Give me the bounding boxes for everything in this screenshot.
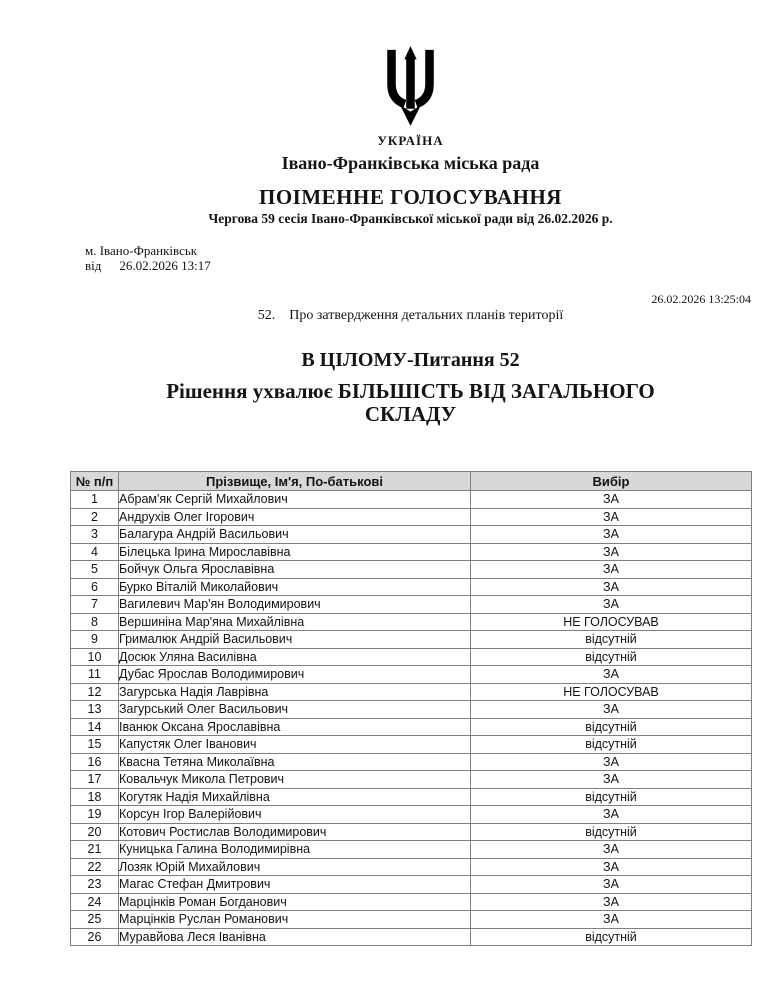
deputy-name-cell: Бурко Віталій Миколайович bbox=[119, 578, 471, 596]
table-row bbox=[71, 771, 752, 789]
row-number-cell: 26 bbox=[71, 928, 119, 946]
deputy-name-cell: Корсун Ігор Валерійович bbox=[119, 806, 471, 824]
row-number-cell: 4 bbox=[71, 543, 119, 561]
row-number-cell: 5 bbox=[71, 561, 119, 579]
table-row bbox=[71, 648, 752, 666]
date-value: 26.02.2026 13:17 bbox=[119, 258, 211, 273]
table-row bbox=[71, 911, 752, 929]
row-number-cell: 12 bbox=[71, 683, 119, 701]
deputy-name-cell: Квасна Тетяна Миколаївна bbox=[119, 753, 471, 771]
table-row bbox=[71, 683, 752, 701]
row-number-cell: 10 bbox=[71, 648, 119, 666]
row-number-cell: 1 bbox=[71, 491, 119, 509]
vote-cell: ЗА bbox=[471, 753, 752, 771]
table-row bbox=[71, 806, 752, 824]
tryzub-coat-of-arms-icon bbox=[382, 46, 439, 126]
vote-cell: ЗА bbox=[471, 893, 752, 911]
vote-cell: ЗА bbox=[471, 806, 752, 824]
deputy-name-cell: Загурська Надія Лаврівна bbox=[119, 683, 471, 701]
vote-cell: ЗА bbox=[471, 841, 752, 859]
vote-cell: ЗА bbox=[471, 858, 752, 876]
vote-cell: відсутній bbox=[471, 823, 752, 841]
row-number-cell: 15 bbox=[71, 736, 119, 754]
table-row bbox=[71, 543, 752, 561]
row-number-cell: 2 bbox=[71, 508, 119, 526]
row-number-cell: 11 bbox=[71, 666, 119, 684]
header-cell-name: Прізвище, Ім'я, По-батькові bbox=[119, 472, 471, 491]
vote-cell: ЗА bbox=[471, 876, 752, 894]
vote-cell: ЗА bbox=[471, 666, 752, 684]
deputy-name-cell: Капустяк Олег Іванович bbox=[119, 736, 471, 754]
deputy-name-cell: Марцінків Руслан Романович bbox=[119, 911, 471, 929]
row-number-cell: 21 bbox=[71, 841, 119, 859]
vote-cell: ЗА bbox=[471, 701, 752, 719]
date-line bbox=[85, 258, 751, 273]
date-label: від bbox=[85, 258, 102, 273]
vote-cell: відсутній bbox=[471, 928, 752, 946]
row-number-cell: 8 bbox=[71, 613, 119, 631]
vote-cell: НЕ ГОЛОСУВАВ bbox=[471, 683, 752, 701]
deputy-name-cell: Муравйова Леся Іванівна bbox=[119, 928, 471, 946]
votes-table bbox=[70, 471, 752, 946]
row-number-cell: 24 bbox=[71, 893, 119, 911]
vote-cell: відсутній bbox=[471, 718, 752, 736]
deputy-name-cell: Котович Ростислав Володимирович bbox=[119, 823, 471, 841]
place-date-block bbox=[70, 243, 751, 273]
decision-heading: Рішення ухвалює БІЛЬШІСТЬ ВІД ЗАГАЛЬНОГО СКЛАДУ bbox=[166, 379, 655, 426]
table-row bbox=[71, 561, 752, 579]
table-row bbox=[71, 578, 752, 596]
table-row bbox=[71, 526, 752, 544]
row-number-cell: 22 bbox=[71, 858, 119, 876]
council-name: Івано-Франківська міська рада bbox=[281, 153, 540, 173]
deputy-name-cell: Когутяк Надія Михайлівна bbox=[119, 788, 471, 806]
table-row bbox=[71, 736, 752, 754]
table-row bbox=[71, 613, 752, 631]
vote-cell: відсутній bbox=[471, 736, 752, 754]
row-number-cell: 20 bbox=[71, 823, 119, 841]
deputy-name-cell: Грималюк Андрій Васильович bbox=[119, 631, 471, 649]
vote-cell: відсутній bbox=[471, 631, 752, 649]
vote-cell: ЗА bbox=[471, 578, 752, 596]
deputy-name-cell: Вершиніна Мар'яна Михайлівна bbox=[119, 613, 471, 631]
vote-cell: ЗА bbox=[471, 526, 752, 544]
deputy-name-cell: Андрухів Олег Ігорович bbox=[119, 508, 471, 526]
deputy-name-cell: Магас Стефан Дмитрович bbox=[119, 876, 471, 894]
deputy-name-cell: Дубас Ярослав Володимирович bbox=[119, 666, 471, 684]
table-row bbox=[71, 718, 752, 736]
table-row bbox=[71, 893, 752, 911]
row-number-cell: 13 bbox=[71, 701, 119, 719]
row-number-cell: 18 bbox=[71, 788, 119, 806]
table-row bbox=[71, 858, 752, 876]
table-row bbox=[71, 701, 752, 719]
vote-cell: НЕ ГОЛОСУВАВ bbox=[471, 613, 752, 631]
deputy-name-cell: Балагура Андрій Васильович bbox=[119, 526, 471, 544]
vote-cell: ЗА bbox=[471, 508, 752, 526]
emblem-wrap bbox=[70, 0, 751, 131]
deputy-name-cell: Бойчук Ольга Ярославівна bbox=[119, 561, 471, 579]
row-number-cell: 23 bbox=[71, 876, 119, 894]
table-row bbox=[71, 631, 752, 649]
table-row bbox=[71, 666, 752, 684]
question-title: Про затвердження детальних планів території bbox=[289, 308, 564, 323]
table-row bbox=[71, 596, 752, 614]
row-number-cell: 14 bbox=[71, 718, 119, 736]
table-row bbox=[71, 491, 752, 509]
table-row bbox=[71, 823, 752, 841]
table-row bbox=[71, 876, 752, 894]
header-cell-number: № п/п bbox=[71, 472, 119, 491]
city-line: м. Івано-Франківськ bbox=[85, 243, 198, 258]
vote-cell: відсутній bbox=[471, 648, 752, 666]
row-number-cell: 17 bbox=[71, 771, 119, 789]
table-row bbox=[71, 788, 752, 806]
deputy-name-cell: Абрам'як Сергій Михайлович bbox=[119, 491, 471, 509]
deputy-name-cell: Іванюк Оксана Ярославівна bbox=[119, 718, 471, 736]
deputy-name-cell: Лозяк Юрій Михайлович bbox=[119, 858, 471, 876]
table-row bbox=[71, 753, 752, 771]
table-header-row bbox=[71, 472, 752, 491]
print-timestamp: 26.02.2026 13:25:04 bbox=[651, 292, 751, 306]
country-name: УКРАЇНА bbox=[377, 133, 444, 148]
row-number-cell: 3 bbox=[71, 526, 119, 544]
vote-cell: ЗА bbox=[471, 491, 752, 509]
vote-cell: ЗА bbox=[471, 771, 752, 789]
header-cell-vote: Вибір bbox=[471, 472, 752, 491]
deputy-name-cell: Досюк Уляна Василівна bbox=[119, 648, 471, 666]
row-number-cell: 19 bbox=[71, 806, 119, 824]
deputy-name-cell: Білецька Ірина Мирославівна bbox=[119, 543, 471, 561]
row-number-cell: 16 bbox=[71, 753, 119, 771]
deputy-name-cell: Ковальчук Микола Петрович bbox=[119, 771, 471, 789]
deputy-name-cell: Вагилевич Мар'ян Володимирович bbox=[119, 596, 471, 614]
vote-cell: ЗА bbox=[471, 911, 752, 929]
row-number-cell: 7 bbox=[71, 596, 119, 614]
vote-cell: ЗА bbox=[471, 543, 752, 561]
row-number-cell: 6 bbox=[71, 578, 119, 596]
document-title: ПОІМЕННЕ ГОЛОСУВАННЯ bbox=[259, 185, 562, 209]
table-row bbox=[71, 841, 752, 859]
result-heading: В ЦІЛОМУ-Питання 52 bbox=[301, 349, 520, 371]
question-number: 52. bbox=[257, 308, 276, 323]
vote-cell: ЗА bbox=[471, 561, 752, 579]
deputy-name-cell: Марцінків Роман Богданович bbox=[119, 893, 471, 911]
vote-cell: ЗА bbox=[471, 596, 752, 614]
row-number-cell: 9 bbox=[71, 631, 119, 649]
vote-cell: відсутній bbox=[471, 788, 752, 806]
deputy-name-cell: Куницька Галина Володимирівна bbox=[119, 841, 471, 859]
row-number-cell: 25 bbox=[71, 911, 119, 929]
session-subtitle: Чергова 59 сесія Івано-Франківської міської ради від 26.02.2026 р. bbox=[208, 211, 613, 226]
table-row bbox=[71, 928, 752, 946]
table-row bbox=[71, 508, 752, 526]
question-line bbox=[70, 308, 751, 324]
deputy-name-cell: Загурський Олег Васильович bbox=[119, 701, 471, 719]
